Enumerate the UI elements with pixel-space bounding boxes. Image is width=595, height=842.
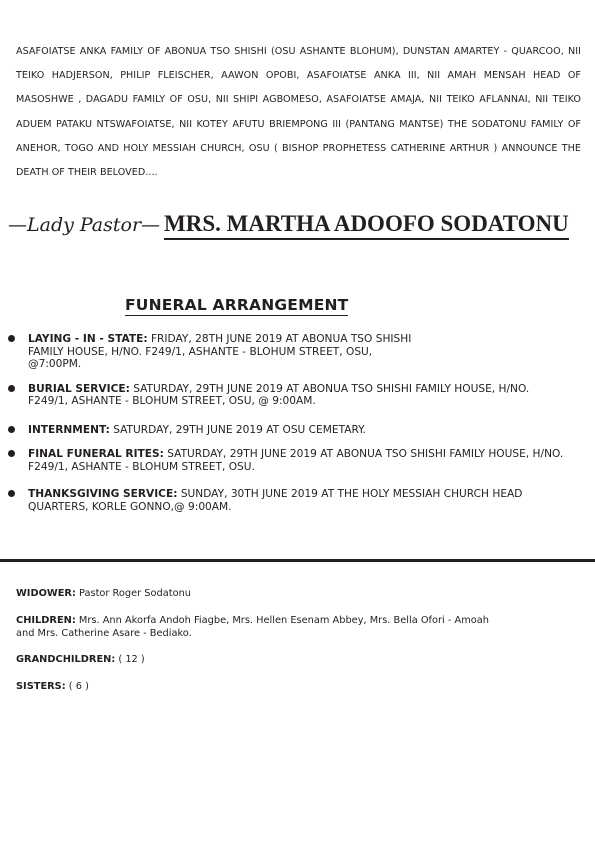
arrangement-line: [28, 448, 578, 461]
arrangement-detail: SATURDAY, 29TH JUNE 2019 AT ABONUA TSO SHISHI FAMILY HOUSE, H/NO.: [167, 448, 564, 460]
bullet-icon: [8, 426, 15, 433]
arrangement-detail: @7:00PM.: [28, 358, 82, 370]
family-label: SISTERS:: [16, 681, 66, 693]
arrangement-detail: F249/1, ASHANTE - BLOHUM STREET, OSU, @ 9:00AM.: [28, 395, 316, 407]
bullet-icon: [8, 385, 15, 392]
deceased-name: MRS. MARTHA ADOOFO SODATONU: [164, 211, 569, 240]
arrangement-line: [28, 395, 578, 408]
family-detail: ( 12 ): [118, 654, 145, 666]
deceased-title: [8, 211, 569, 240]
announcement-intro: ASAFOIATSE ANKA FAMILY OF ABONUA TSO SHISHI (OSU ASHANTE BLOHUM), DUNSTAN AMARTEY - QUARCOO, NII TEIKO HADJERSON, PHILIP FLEISCHER, AAWON OPOBI, ASAFOIATSE ANKA III, NII AMAH MENSAH HEAD OF MASOSHWE , DAGADU FAMILY OF OSU, NII SHIPI AGBOMESO, ASAFOIATSE AMAJA, NII TEIKO AFLANNAI, NII TEIKO ADUEM PATAKU NTSWAFOIATSE, NII KOTEY AFUTU BRIEMPONG III (PANTANG MANTSE) THE SODATONU FAMILY OF ANEHOR, TOGO AND HOLY MESSIAH CHURCH, OSU ( BISHOP PROPHETESS CATHERINE ARTHUR ) ANNOUNCE THE DEATH OF THEIR BELOVED....: [16, 46, 581, 179]
family-line: [16, 588, 536, 601]
arrangement-label: INTERNMENT:: [28, 423, 110, 436]
arrangement-line: [28, 488, 578, 501]
family-item: [16, 615, 536, 641]
family-line: [16, 628, 536, 641]
arrangement-label: LAYING - IN - STATE:: [28, 333, 148, 345]
section-divider: [0, 559, 595, 562]
family-label: CHILDREN:: [16, 614, 76, 626]
family-list: [16, 588, 536, 708]
family-item: [16, 654, 536, 667]
arrangement-label: THANKSGIVING SERVICE:: [28, 488, 178, 500]
bullet-icon: [8, 335, 15, 342]
arrangements-heading: FUNERAL ARRANGEMENT: [125, 296, 349, 314]
family-detail: Mrs. Ann Akorfa Andoh Fiagbe, Mrs. Hellen Esenam Abbey, Mrs. Bella Ofori - Amoah: [78, 614, 489, 626]
arrangement-detail: SATURDAY, 29TH JUNE 2019 AT ABONUA TSO SHISHI FAMILY HOUSE, H/NO.: [133, 382, 530, 395]
arrangement-line: [28, 461, 578, 474]
arrangement-line: [28, 346, 578, 359]
arrangements-list: [8, 333, 578, 513]
family-item: [16, 681, 536, 694]
arrangement-label: BURIAL SERVICE:: [28, 382, 130, 395]
family-label: WIDOWER:: [16, 588, 76, 599]
arrangement-label: FINAL FUNERAL RITES:: [28, 448, 164, 460]
family-item: [16, 588, 536, 601]
family-detail: Pastor Roger Sodatonu: [79, 588, 191, 599]
arrangement-line: [28, 424, 578, 437]
family-line: [16, 681, 536, 694]
arrangement-detail: QUARTERS, KORLE GONNO,@ 9:00AM.: [28, 500, 232, 513]
deceased-prefix: —Lady Pastor—: [8, 214, 161, 236]
arrangement-item: [8, 448, 578, 473]
bullet-icon: [8, 450, 15, 457]
arrangement-item: [8, 424, 578, 437]
bullet-icon: [8, 490, 15, 497]
family-detail: ( 6 ): [68, 681, 89, 693]
arrangement-line: [28, 501, 578, 514]
arrangement-line: [28, 333, 578, 346]
arrangement-line: [28, 358, 578, 371]
family-line: [16, 615, 536, 628]
family-detail: and Mrs. Catherine Asare - Bediako.: [16, 627, 192, 639]
arrangement-detail: F249/1, ASHANTE - BLOHUM STREET, OSU.: [28, 460, 255, 473]
arrangement-detail: FRIDAY, 28TH JUNE 2019 AT ABONUA TSO SHISHI: [150, 333, 412, 345]
family-line: [16, 654, 536, 667]
arrangement-detail: SUNDAY, 30TH JUNE 2019 AT THE HOLY MESSIAH CHURCH HEAD: [180, 488, 523, 500]
arrangement-line: [28, 383, 578, 396]
arrangement-item: [8, 488, 578, 513]
arrangement-detail: SATURDAY, 29TH JUNE 2019 AT OSU CEMETARY.: [113, 423, 366, 436]
arrangement-item: [8, 333, 578, 371]
arrangement-item: [8, 383, 578, 408]
arrangement-detail: FAMILY HOUSE, H/NO. F249/1, ASHANTE - BLOHUM STREET, OSU,: [28, 345, 373, 358]
family-label: GRANDCHILDREN:: [16, 654, 116, 666]
